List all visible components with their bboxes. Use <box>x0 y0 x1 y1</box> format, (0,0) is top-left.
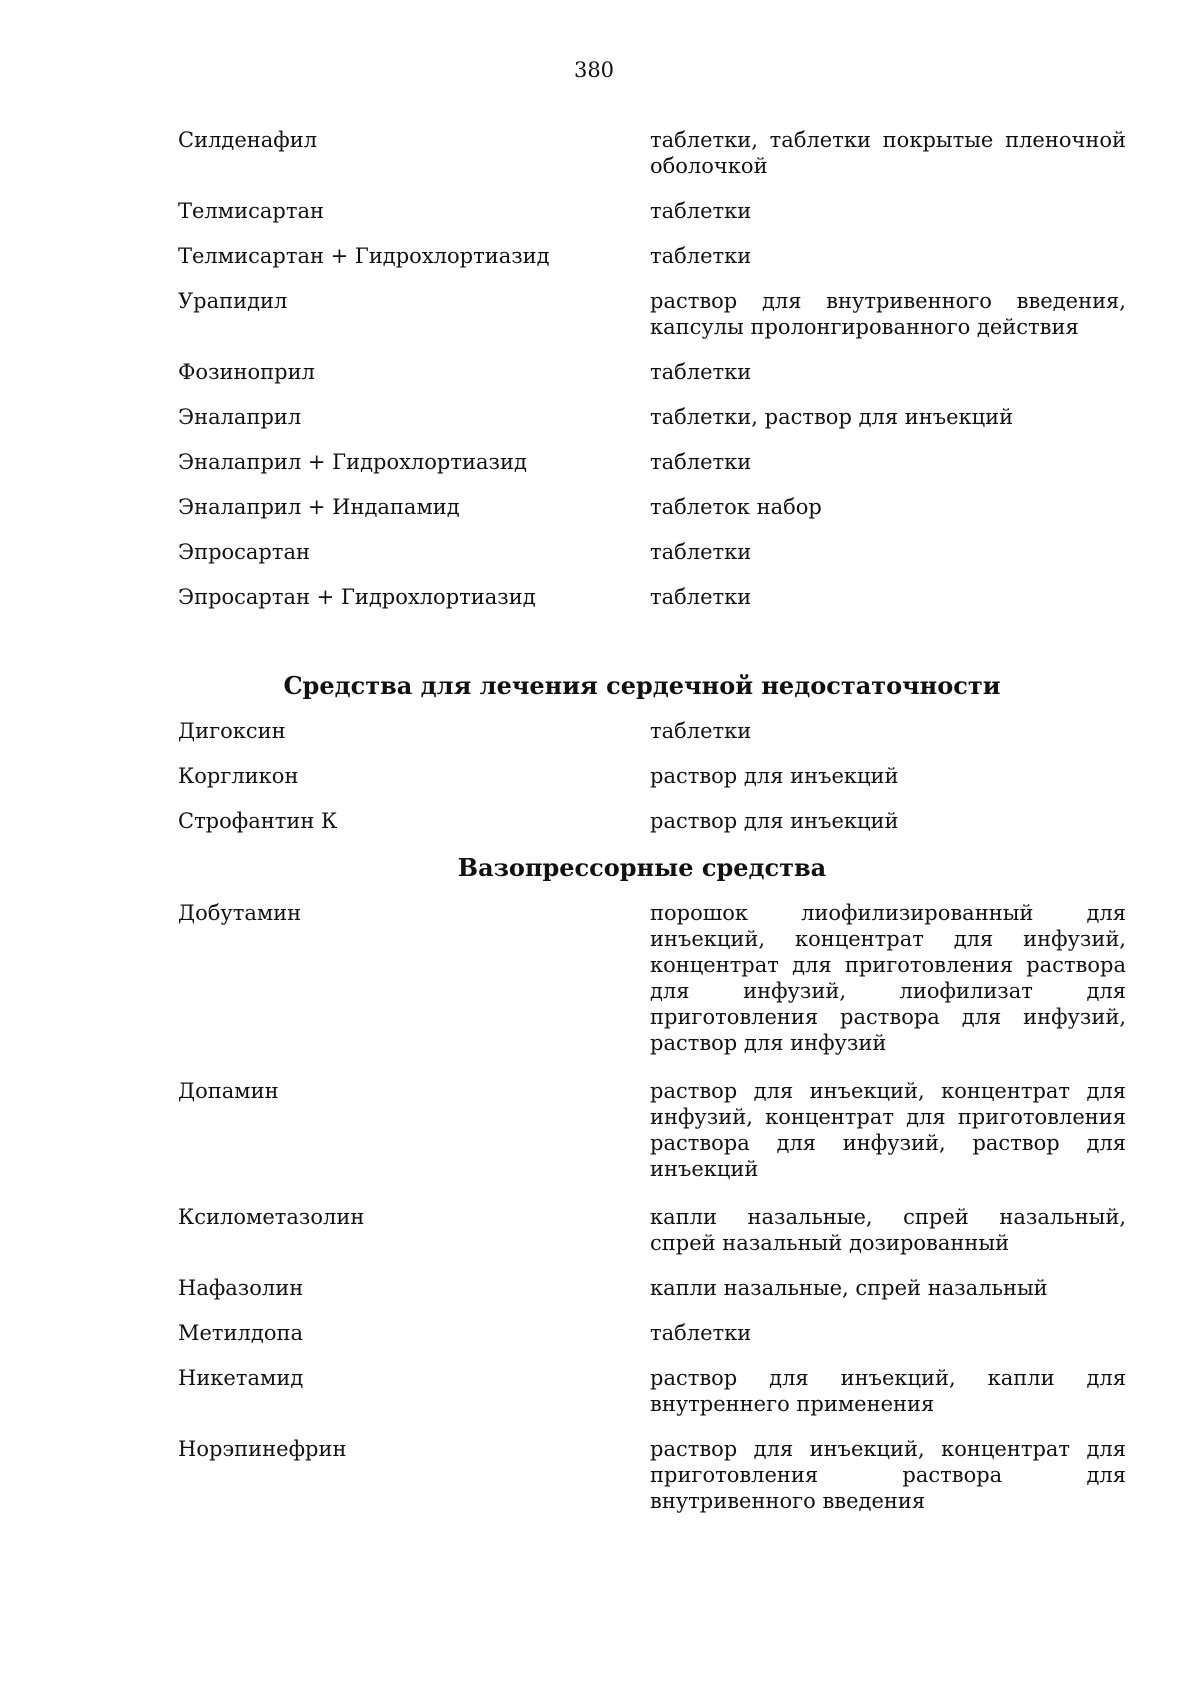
drug-name: Дигоксин <box>178 719 286 743</box>
drug-form: таблетки, таблетки покрытые пленочной оболочкой <box>650 128 1126 178</box>
drug-row <box>178 449 1126 475</box>
drug-row <box>178 1365 1126 1417</box>
drug-name: Норэпинефрин <box>178 1437 347 1461</box>
drug-form: раствор для инъекций, концентрат для приготовления раствора для внутривенного введения <box>650 1437 1126 1513</box>
drug-row <box>178 900 1126 1056</box>
drug-row <box>178 494 1126 520</box>
drug-row <box>178 1436 1126 1514</box>
page-number: 380 <box>573 58 615 82</box>
drug-row <box>178 539 1126 565</box>
drug-row <box>178 1078 1126 1182</box>
section-heading-vasopressors: Вазопрессорные средства <box>457 853 827 882</box>
drug-name: Телмисартан <box>178 199 324 223</box>
drug-name: Эналаприл <box>178 405 302 429</box>
drug-name: Эпросартан + Гидрохлортиазид <box>178 585 536 609</box>
drug-form: таблетки <box>650 450 752 474</box>
drug-name: Метилдопа <box>178 1321 303 1345</box>
drug-form: капли назальные, спрей назальный <box>650 1276 1048 1300</box>
drug-name: Никетамид <box>178 1366 304 1390</box>
drug-name: Эпросартан <box>178 540 311 564</box>
drug-name: Нафазолин <box>178 1276 304 1300</box>
drug-name: Добутамин <box>178 901 302 925</box>
drug-row <box>178 584 1126 610</box>
drug-name: Телмисартан + Гидрохлортиазид <box>178 244 550 268</box>
drug-list <box>178 127 1126 1533</box>
drug-name: Фозиноприл <box>178 360 315 384</box>
drug-form: раствор для внутривенного введения, капсулы пролонгированного действия <box>650 289 1126 339</box>
drug-name: Коргликон <box>178 764 299 788</box>
drug-row <box>178 1204 1126 1256</box>
drug-row <box>178 1275 1126 1301</box>
drug-form: порошок лиофилизированный для инъекций, концентрат для инфузий, концентрат для приготовления раствора для инфузий, лиофилизат для приготовления раствора для инфузий, раствор для инфузий <box>650 901 1126 1055</box>
drug-name: Ксилометазолин <box>178 1205 365 1229</box>
drug-row <box>178 718 1126 744</box>
drug-form: таблетки <box>650 585 752 609</box>
drug-form: раствор для инъекций <box>650 809 899 833</box>
drug-form: таблетки <box>650 719 752 743</box>
drug-row <box>178 359 1126 385</box>
drug-row <box>178 198 1126 224</box>
drug-row <box>178 808 1126 834</box>
drug-form: таблеток набор <box>650 495 822 519</box>
section-heading-heart-failure: Средства для лечения сердечной недостаточности <box>283 671 1001 700</box>
drug-form: таблетки <box>650 360 752 384</box>
drug-form: таблетки <box>650 1321 752 1345</box>
drug-form: таблетки <box>650 199 752 223</box>
drug-row <box>178 404 1126 430</box>
drug-row <box>178 288 1126 340</box>
drug-row <box>178 127 1126 179</box>
drug-name: Допамин <box>178 1079 279 1103</box>
drug-name: Эналаприл + Гидрохлортиазид <box>178 450 527 474</box>
drug-name: Строфантин К <box>178 809 338 833</box>
drug-row <box>178 763 1126 789</box>
drug-name: Урапидил <box>178 289 288 313</box>
drug-form: раствор для инъекций <box>650 764 899 788</box>
drug-form: таблетки <box>650 540 752 564</box>
drug-form: раствор для инъекций, капли для внутреннего применения <box>650 1366 1126 1416</box>
drug-form: капли назальные, спрей назальный, спрей назальный дозированный <box>650 1205 1126 1255</box>
drug-row <box>178 1320 1126 1346</box>
section-vasopressors <box>178 900 1126 1514</box>
section-heart-failure <box>178 718 1126 834</box>
drug-form: раствор для инъекций, концентрат для инфузий, концентрат для приготовления раствора для инфузий, раствор для инъекций <box>650 1079 1126 1181</box>
section-continued <box>178 127 1126 610</box>
drug-row <box>178 243 1126 269</box>
drug-form: таблетки <box>650 244 752 268</box>
drug-name: Эналаприл + Индапамид <box>178 495 460 519</box>
drug-form: таблетки, раствор для инъекций <box>650 405 1014 429</box>
drug-name: Силденафил <box>178 128 318 152</box>
